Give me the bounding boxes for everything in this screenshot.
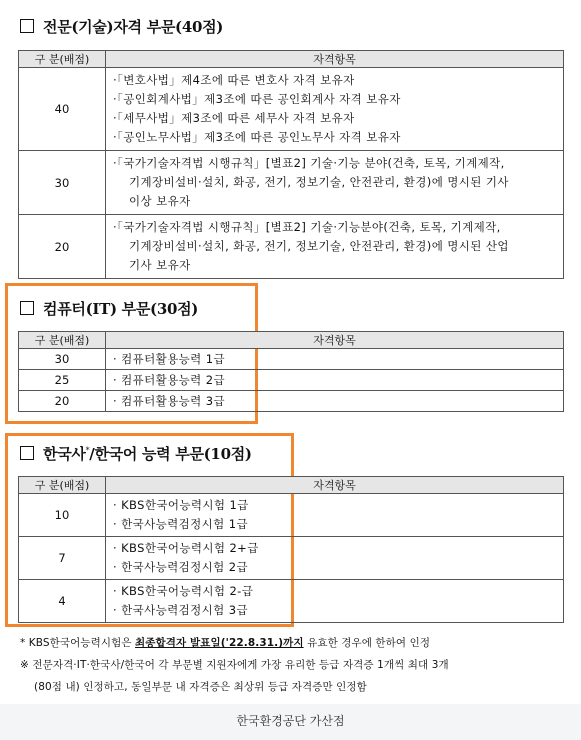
note-kbs	[20, 632, 449, 654]
item-line: · 한국사능력검정시험 3급	[113, 603, 248, 617]
note-max: ※ 전문자격·IT·한국사/한국어 각 부문별 지원자에게 가장 유리한 등급 자격증 1개씩 최대 3개	[20, 659, 449, 671]
section-title-text: 한국사	[43, 445, 86, 463]
item-line: ·「공인회계사법」제3조에 따른 공인회계사 자격 보유자	[113, 92, 401, 106]
row-score: 20	[19, 215, 106, 279]
history-table	[18, 476, 564, 623]
table-row	[19, 370, 564, 391]
row-items	[106, 537, 564, 580]
header-score: 구 분(배점)	[19, 51, 106, 68]
it-table	[18, 331, 564, 412]
table-row	[19, 494, 564, 537]
note-emphasis: 최종합격자 발표일('22.8.31.)까지	[135, 637, 304, 649]
row-items	[106, 349, 564, 370]
row-score: 20	[19, 391, 106, 412]
row-items	[106, 215, 564, 279]
item-line: · KBS한국어능력시험 2+급	[113, 541, 259, 555]
row-score: 25	[19, 370, 106, 391]
section-title-history	[20, 443, 252, 464]
row-items	[106, 494, 564, 537]
checkbox-square-icon	[20, 19, 34, 33]
item-line: 이상 보유자	[129, 194, 191, 208]
item-line: ·「변호사법」제4조에 따른 변호사 자격 보유자	[113, 73, 355, 87]
header-items: 자격항목	[106, 477, 564, 494]
table-row	[19, 215, 564, 279]
item-line: 기사 보유자	[129, 258, 191, 272]
row-score: 10	[19, 494, 106, 537]
caption-text: 한국환경공단 가산점	[236, 714, 345, 728]
row-items	[106, 68, 564, 151]
item-line: · 한국사능력검정시험 2급	[113, 560, 248, 574]
item-line: · KBS한국어능력시험 1급	[113, 498, 249, 512]
table-row	[19, 151, 564, 215]
table-row	[19, 580, 564, 623]
table-row	[19, 349, 564, 370]
row-score: 30	[19, 349, 106, 370]
header-items: 자격항목	[106, 332, 564, 349]
checkbox-square-icon	[20, 301, 34, 315]
section-title-it	[20, 298, 198, 319]
item-line: 기계장비설비·설치, 화공, 전기, 정보기술, 안전관리, 환경)에 명시된 산업	[129, 239, 509, 253]
item-line: · KBS한국어능력시험 2-급	[113, 584, 254, 598]
table-header-row	[19, 332, 564, 349]
image-caption	[0, 704, 581, 740]
table-header-row	[19, 477, 564, 494]
item-line: ·「국가기술자격법 시행규칙」[별표2] 기술·기능분야(건축, 토목, 기계제작,	[113, 220, 501, 234]
table-header-row	[19, 51, 564, 68]
table-row	[19, 537, 564, 580]
checkbox-square-icon	[20, 446, 34, 460]
item-line: · 컴퓨터활용능력 2급	[113, 372, 225, 387]
row-score: 4	[19, 580, 106, 623]
note-max-cont: (80점 내) 인정하고, 동일부문 내 자격증은 최상위 등급 자격증만 인정함	[34, 681, 367, 693]
notes	[20, 632, 449, 698]
row-items	[106, 151, 564, 215]
section-title-text: 전문(기술)자격 부문(40점)	[43, 18, 224, 36]
footnote-marker: *	[85, 446, 90, 455]
header-score: 구 분(배점)	[19, 477, 106, 494]
item-line: · 한국사능력검정시험 1급	[113, 517, 248, 531]
row-items	[106, 370, 564, 391]
note-text: * KBS한국어능력시험은	[20, 637, 136, 649]
header-score: 구 분(배점)	[19, 332, 106, 349]
item-line: ·「세무사법」제3조에 따른 세무사 자격 보유자	[113, 111, 355, 125]
item-line: · 컴퓨터활용능력 3급	[113, 393, 225, 408]
item-line: 기계장비설비·설치, 화공, 전기, 정보기술, 안전관리, 환경)에 명시된 기사	[129, 175, 509, 189]
header-items: 자격항목	[106, 51, 564, 68]
table-row	[19, 68, 564, 151]
item-line: · 컴퓨터활용능력 1급	[113, 351, 225, 366]
row-items	[106, 580, 564, 623]
row-score: 7	[19, 537, 106, 580]
row-score: 40	[19, 68, 106, 151]
note-text: 유효한 경우에 한하여 인정	[303, 637, 431, 649]
section-title-professional	[20, 16, 223, 37]
row-score: 30	[19, 151, 106, 215]
section-title-text: 컴퓨터(IT) 부문(30점)	[43, 300, 199, 318]
item-line: ·「국가기술자격법 시행규칙」[별표2] 기술·기능 분야(건축, 토목, 기계제작,	[113, 156, 505, 170]
professional-table	[18, 50, 564, 279]
item-line: ·「공인노무사법」제3조에 따른 공인노무사 자격 보유자	[113, 130, 401, 144]
row-items	[106, 391, 564, 412]
table-row	[19, 391, 564, 412]
section-title-text: /한국어 능력 부문(10점)	[89, 445, 252, 463]
